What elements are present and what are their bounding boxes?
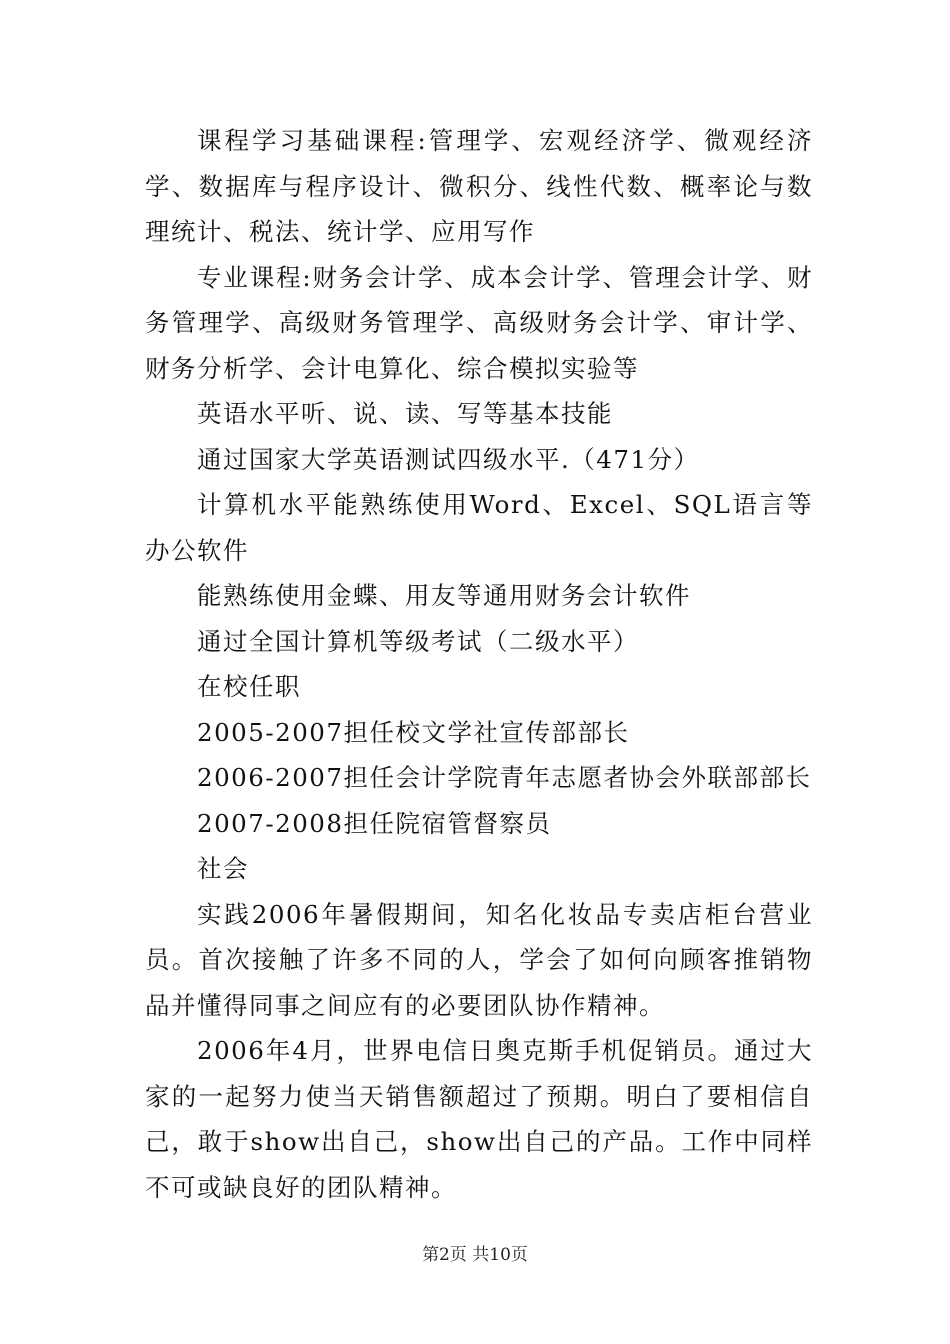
paragraph-social-heading: 社会: [197, 854, 249, 883]
paragraph-practice-telecom-day: 2006年4月，世界电信日奥克斯手机促销员。通过大家的一起努力使当天销售额超过了预期。明白了要相信自己，敢于show出自己，show出自己的产品。工作中同样不可或缺良好的团队精神。: [145, 1036, 813, 1202]
paragraph-computer-skills: 计算机水平能熟练使用Word、Excel、SQL语言等办公软件: [145, 490, 813, 565]
paragraph-finance-software: 能熟练使用金蝶、用友等通用财务会计软件: [197, 581, 691, 610]
paragraph-english-test: 通过国家大学英语测试四级水平.（471分）: [197, 444, 700, 474]
paragraph-english-skills: 英语水平听、说、读、写等基本技能: [197, 399, 613, 428]
paragraph-position-2007: 2007-2008担任院宿管督察员: [197, 808, 552, 838]
page-footer: 第2页 共10页: [422, 1245, 528, 1265]
paragraph-position-2005: 2005-2007担任校文学社宣传部部长: [197, 717, 630, 747]
paragraph-practice-summer: 实践2006年暑假期间，知名化妆品专卖店柜台营业员。首次接触了许多不同的人，学会了如何向顾客推销物品并懂得同事之间应有的必要团队协作精神。: [145, 899, 813, 1020]
document-body: [145, 118, 813, 1210]
paragraph-major-courses: 专业课程:财务会计学、成本会计学、管理会计学、财务管理学、高级财务管理学、高级财务会计学、审计学、财务分析学、会计电算化、综合模拟实验等: [145, 262, 813, 383]
paragraph-basic-courses: 课程学习基础课程:管理学、宏观经济学、微观经济学、数据库与程序设计、微积分、线性代数、概率论与数理统计、税法、统计学、应用写作: [145, 126, 813, 246]
paragraph-position-2006: 2006-2007担任会计学院青年志愿者协会外联部部长: [197, 763, 812, 792]
paragraph-computer-exam: 通过全国计算机等级考试（二级水平）: [197, 626, 639, 656]
paragraph-campus-positions-heading: 在校任职: [197, 672, 301, 701]
